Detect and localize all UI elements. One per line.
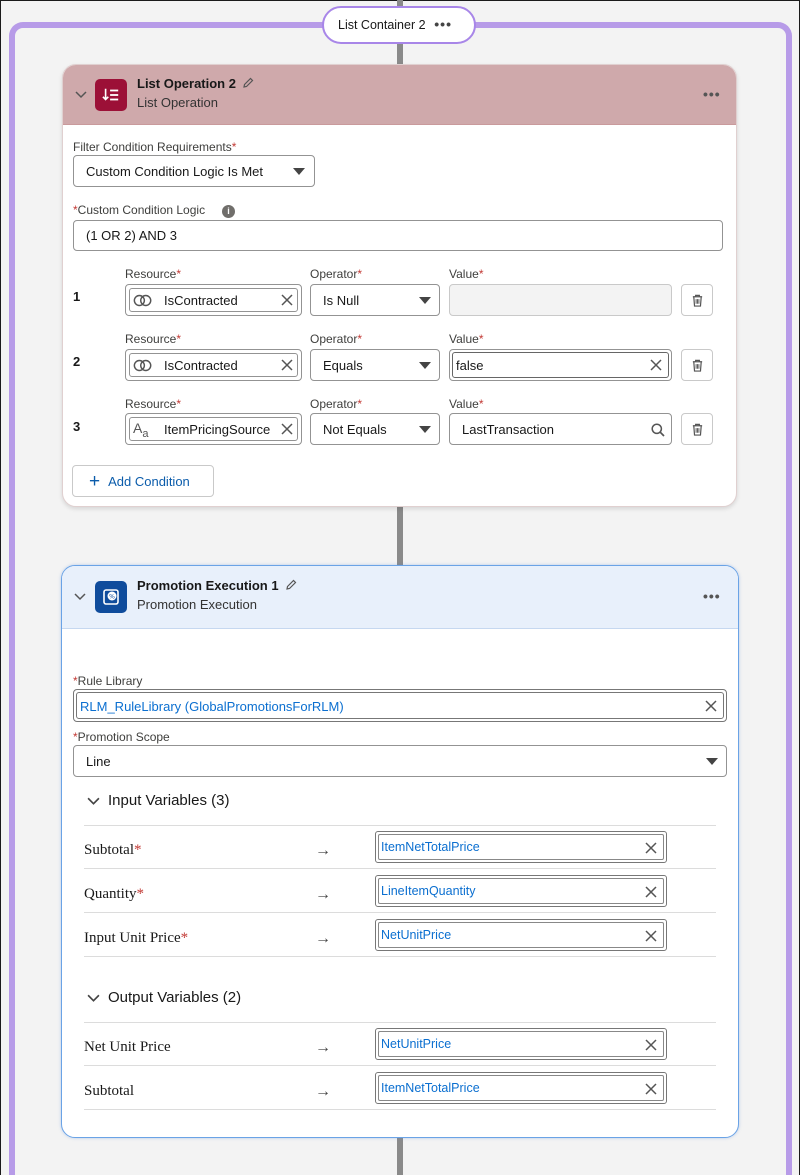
- svg-text:%: %: [109, 593, 115, 601]
- operator-label: Operator*: [310, 397, 363, 411]
- clear-icon[interactable]: [705, 700, 717, 712]
- operator-value: Equals: [323, 357, 363, 373]
- list-container-more-icon[interactable]: •••: [434, 16, 452, 32]
- operator-value: Is Null: [323, 292, 360, 308]
- resource-field[interactable]: [125, 284, 302, 316]
- value-label: Value*: [449, 267, 484, 281]
- value-value: false: [456, 358, 484, 373]
- plus-icon: +: [89, 470, 101, 492]
- promotion-execution-header[interactable]: [62, 566, 738, 629]
- dropdown-caret-icon: [419, 362, 431, 369]
- trash-icon: [691, 294, 704, 307]
- trash-icon: [691, 359, 704, 372]
- section-chevron-icon[interactable]: [87, 795, 100, 808]
- promotion-execution-card[interactable]: [61, 565, 739, 1138]
- clear-icon[interactable]: [650, 359, 662, 371]
- list-operation-subtitle: List Operation: [137, 95, 218, 110]
- input-variable-value: NetUnitPrice: [381, 928, 452, 942]
- custom-logic-value: (1 OR 2) AND 3: [86, 228, 178, 243]
- collapse-chevron-icon[interactable]: [75, 89, 87, 101]
- dropdown-caret-icon: [706, 758, 718, 765]
- condition-number: 1: [73, 289, 81, 304]
- input-variable-label: Quantity*: [84, 886, 144, 902]
- condition-number: 3: [73, 419, 81, 434]
- value-label: Value*: [449, 332, 484, 346]
- promotion-scope-select[interactable]: [73, 745, 727, 777]
- boolean-icon: [133, 359, 153, 372]
- value-field[interactable]: [449, 349, 672, 381]
- input-variable-label: Input Unit Price*: [84, 930, 189, 946]
- add-condition-label: Add Condition: [108, 473, 190, 489]
- clear-icon[interactable]: [645, 1039, 657, 1051]
- operator-label: Operator*: [310, 267, 363, 281]
- clear-icon[interactable]: [281, 359, 293, 371]
- edit-pencil-icon[interactable]: [285, 579, 297, 591]
- filter-requirements-value: Custom Condition Logic Is Met: [86, 163, 264, 179]
- arrow-right-icon: →: [315, 930, 331, 947]
- list-operation-icon: [95, 79, 127, 111]
- list-operation-more-icon[interactable]: •••: [703, 86, 721, 102]
- operator-select[interactable]: [310, 284, 440, 316]
- clear-icon[interactable]: [281, 423, 293, 435]
- input-variable-label: Subtotal*: [84, 842, 142, 858]
- list-container-pill[interactable]: [322, 6, 476, 44]
- input-variables-title[interactable]: Input Variables (3): [108, 792, 230, 809]
- resource-value: ItemPricingSource: [164, 422, 270, 437]
- clear-icon[interactable]: [645, 930, 657, 942]
- edit-pencil-icon[interactable]: [242, 77, 254, 89]
- condition-number: 2: [73, 354, 81, 369]
- add-condition-button[interactable]: [72, 465, 214, 497]
- output-variable-field[interactable]: [375, 1072, 667, 1104]
- clear-icon[interactable]: [645, 1083, 657, 1095]
- output-variable-field[interactable]: [375, 1028, 667, 1060]
- input-variable-field[interactable]: [375, 831, 667, 863]
- custom-logic-label: *Custom Condition Logic: [73, 203, 206, 217]
- search-icon[interactable]: [651, 423, 665, 437]
- resource-label: Resource*: [125, 397, 182, 411]
- delete-condition-button[interactable]: [681, 284, 713, 316]
- output-variable-label: Net Unit Price: [84, 1039, 171, 1055]
- resource-value: IsContracted: [164, 358, 238, 373]
- arrow-right-icon: →: [315, 1039, 331, 1056]
- list-container-label: List Container 2: [338, 18, 426, 32]
- operator-select[interactable]: [310, 349, 440, 381]
- value-value: LastTransaction: [462, 421, 555, 437]
- dropdown-caret-icon: [419, 297, 431, 304]
- output-variable-value: ItemNetTotalPrice: [381, 1081, 480, 1095]
- rule-library-label: *Rule Library: [73, 674, 143, 688]
- promotion-execution-subtitle: Promotion Execution: [137, 597, 257, 612]
- delete-condition-button[interactable]: [681, 349, 713, 381]
- input-variable-field[interactable]: [375, 875, 667, 907]
- clear-icon[interactable]: [645, 886, 657, 898]
- dropdown-caret-icon: [293, 168, 305, 175]
- resource-value: IsContracted: [164, 293, 238, 308]
- input-variable-value: LineItemQuantity: [381, 884, 476, 898]
- clear-icon[interactable]: [645, 842, 657, 854]
- output-variable-value: NetUnitPrice: [381, 1037, 452, 1051]
- filter-requirements-select[interactable]: [73, 155, 315, 187]
- value-search-field[interactable]: [449, 413, 672, 445]
- dropdown-caret-icon: [419, 426, 431, 433]
- section-chevron-icon[interactable]: [87, 992, 100, 1005]
- custom-logic-input[interactable]: [73, 220, 723, 251]
- list-operation-header[interactable]: [63, 65, 736, 125]
- list-operation-title: List Operation 2: [137, 76, 236, 91]
- resource-field[interactable]: [125, 349, 302, 381]
- output-variables-title[interactable]: Output Variables (2): [108, 989, 242, 1006]
- resource-field[interactable]: [125, 413, 302, 445]
- collapse-chevron-icon[interactable]: [74, 591, 86, 603]
- promotion-scope-label: *Promotion Scope: [73, 730, 170, 744]
- promotion-execution-icon: [95, 581, 127, 613]
- resource-label: Resource*: [125, 267, 182, 281]
- resource-label: Resource*: [125, 332, 182, 346]
- input-variable-value: ItemNetTotalPrice: [381, 840, 480, 854]
- arrow-right-icon: →: [315, 1083, 331, 1100]
- list-operation-card[interactable]: [62, 64, 737, 507]
- delete-condition-button[interactable]: [681, 413, 713, 445]
- clear-icon[interactable]: [281, 294, 293, 306]
- arrow-right-icon: →: [315, 886, 331, 903]
- promotion-execution-title: Promotion Execution 1: [137, 578, 279, 593]
- boolean-icon: [133, 294, 153, 307]
- rule-library-value[interactable]: RLM_RuleLibrary (GlobalPromotionsForRLM): [80, 699, 344, 714]
- input-variable-field[interactable]: [375, 919, 667, 951]
- rule-library-field[interactable]: [73, 689, 727, 722]
- arrow-right-icon: →: [315, 842, 331, 859]
- info-icon[interactable]: i: [222, 205, 235, 218]
- output-variable-label: Subtotal: [84, 1083, 135, 1099]
- value-label: Value*: [449, 397, 484, 411]
- operator-label: Operator*: [310, 332, 363, 346]
- text-type-icon: $A_a$: [133, 420, 149, 440]
- value-field-disabled: [449, 284, 672, 316]
- trash-icon: [691, 423, 704, 436]
- operator-value: Not Equals: [323, 421, 387, 437]
- promotion-execution-more-icon[interactable]: •••: [703, 588, 721, 604]
- filter-requirements-label: Filter Condition Requirements*: [73, 140, 237, 154]
- promotion-scope-value: Line: [86, 753, 111, 769]
- operator-select[interactable]: [310, 413, 440, 445]
